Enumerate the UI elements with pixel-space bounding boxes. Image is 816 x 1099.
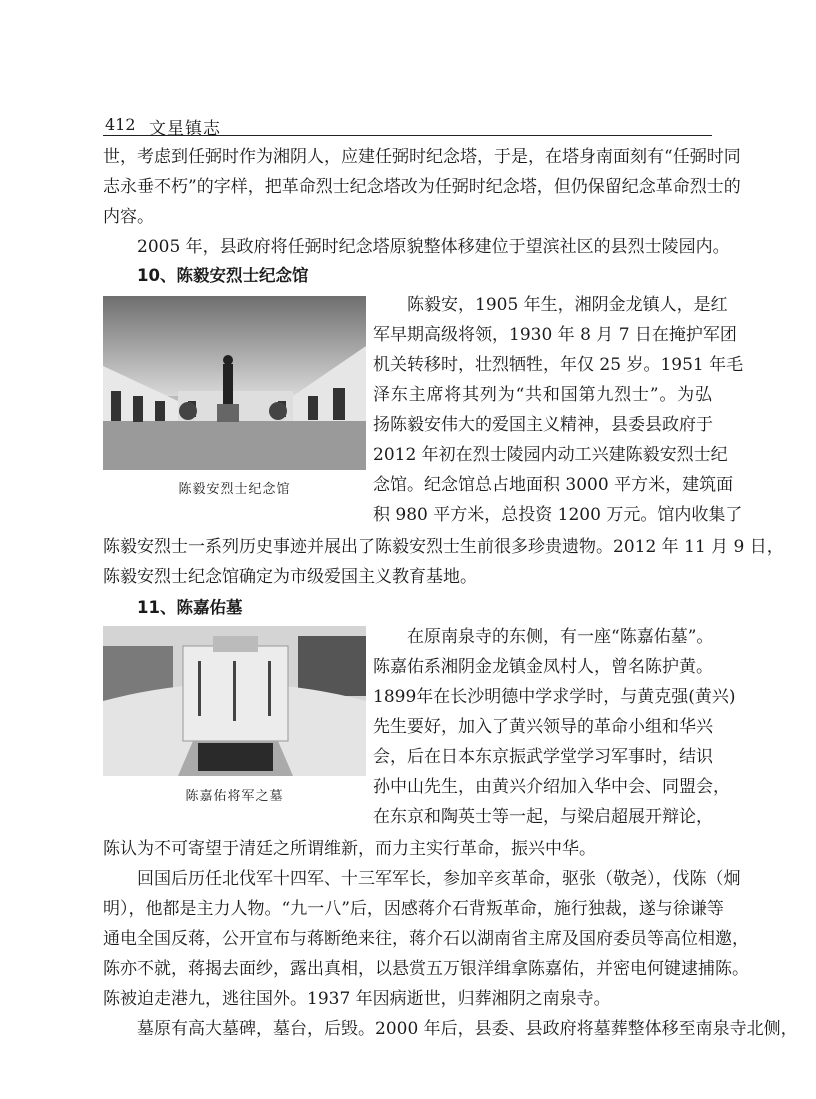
section11-full-text: [103, 834, 798, 1044]
text-line: 通电全国反蒋，公开宣布与蒋断绝来往，蒋介石以湖南省主席及国府委员等高位相邀，: [103, 929, 749, 949]
text-line: 陈毅安，1905 年生，湘阴金龙镇人，是红: [407, 295, 728, 315]
text-line: 墓原有高大墓碑，墓台，后毁。2000 年后，县委、县政府将墓葬整体移至南泉寺北侧，: [137, 1019, 798, 1039]
text-line: 在原南泉寺的东侧，有一座“陈嘉佑墓”。: [407, 627, 714, 647]
text-line: 1899年在长沙明德中学求学时，与黄克强(黄兴): [373, 687, 736, 707]
text-line: 2005 年，县政府将任弼时纪念塔原貌整体移建位于望滨社区的县烈士陵园内。: [137, 237, 730, 257]
text-line: 陈被迫走港九，逃往国外。1937 年因病逝世，归葬湘阴之南泉寺。: [103, 989, 611, 1009]
text-line: 回国后历任北伐军十四军、十三军军长，参加辛亥革命，驱张（敬尧），伐陈（炯: [137, 869, 741, 889]
text-line: 扬陈毅安伟大的爱国主义精神，县委县政府于: [373, 415, 713, 435]
book-title: 文星镇志: [149, 119, 221, 139]
text-line: 积 980 平方米，总投资 1200 万元。馆内收集了: [373, 505, 743, 525]
page-number: 412: [105, 115, 136, 134]
memorial-hall-photo: [103, 296, 366, 470]
text-line: 陈嘉佑系湘阴金龙镇金凤村人，曾名陈护黄。: [373, 657, 713, 677]
tomb-photo: [103, 626, 366, 776]
text-line: 机关转移时，壮烈牺牲，年仅 25 岁。1951 年毛: [373, 355, 744, 375]
text-line: 念馆。纪念馆总占地面积 3000 平方米，建筑面: [373, 475, 734, 495]
text-line: 陈毅安烈士纪念馆确定为市级爱国主义教育基地。: [103, 567, 477, 587]
text-line: 志永垂不朽”的字样，把革命烈士纪念塔改为任弼时纪念塔，但仍保留纪念革命烈士的: [103, 177, 741, 197]
text-line: 内容。: [103, 207, 154, 227]
text-line: 陈亦不就，蒋揭去面纱，露出真相，以悬赏五万银洋缉拿陈嘉佑，并密电何键逮捕陈。: [103, 959, 749, 979]
text-line: 会，后在日本东京振武学堂学习军事时，结识: [373, 747, 713, 767]
text-line: 陈毅安烈士一系列历史事迹并展出了陈毅安烈士生前很多珍贵遗物。2012 年 11 月 9 日，: [103, 537, 784, 557]
text-line: 军早期高级将领，1930 年 8 月 7 日在掩护军团: [373, 325, 737, 345]
photo-caption: 陈嘉佑将军之墓: [185, 789, 284, 804]
text-line: 明），他都是主力人物。“九一八”后，因感蒋介石背叛革命，施行独裁，遂与徐谦等: [103, 899, 724, 919]
running-header: [103, 113, 712, 139]
text-line: 2012 年初在烈士陵园内动工兴建陈毅安烈士纪: [373, 445, 728, 465]
section-heading-11: 11、陈嘉佑墓: [137, 598, 243, 617]
text-line: 孙中山先生，由黄兴介绍加入华中会、同盟会，: [373, 777, 730, 797]
section10-full-text: [103, 532, 784, 592]
text-line: 先生要好，加入了黄兴领导的革命小组和华兴: [373, 717, 713, 737]
photo-caption: 陈毅安烈士纪念馆: [178, 482, 291, 497]
section-heading-10: 10、陈毅安烈士纪念馆: [137, 266, 309, 285]
section11-side-text: [373, 622, 736, 832]
text-line: 泽东主席将其列为“共和国第九烈士”。为弘: [373, 385, 712, 405]
text-line: 世，考虑到任弼时作为湘阴人，应建任弼时纪念塔，于是，在塔身南面刻有“任弼时同: [103, 147, 741, 167]
section10-side-text: [373, 290, 744, 530]
paragraph-1: [103, 142, 741, 262]
text-line: 陈认为不可寄望于清廷之所谓维新，而力主实行革命，振兴中华。: [103, 839, 596, 859]
text-line: 在东京和陶英士等一起，与梁启超展开辩论，: [373, 807, 713, 827]
